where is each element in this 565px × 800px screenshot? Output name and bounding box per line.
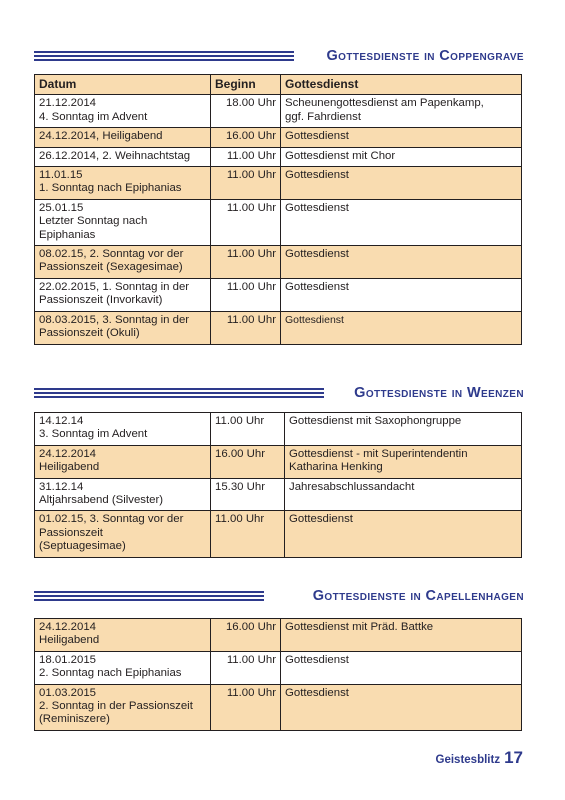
date-text: 25.01.15 — [39, 201, 84, 214]
occasion-text: Passionszeit (Sexagesimae) — [39, 261, 183, 274]
table-row — [35, 478, 522, 511]
table-row — [35, 445, 522, 478]
table-row — [35, 167, 522, 200]
date-text: 24.12.2014 — [39, 621, 97, 633]
date-text: 24.12.2014, Heiligabend — [39, 130, 163, 143]
service-text: Gottesdienst — [285, 169, 349, 182]
table-row — [35, 278, 522, 311]
occasion-text: Letzter Sonntag nach — [39, 215, 148, 228]
table-row — [35, 199, 522, 245]
occasion-text: Heiligabend — [39, 461, 100, 474]
service-text: Gottesdienst — [285, 313, 344, 326]
service-text: Gottesdienst — [285, 653, 349, 666]
date-text: 21.12.2014 — [39, 97, 97, 110]
table-row — [35, 95, 522, 128]
date-text: 14.12.14 — [39, 415, 84, 427]
date-text: 11.01.15 — [39, 169, 83, 182]
header-datum: Datum — [35, 75, 211, 95]
magazine-name: Geistesblitz — [435, 754, 501, 766]
occasion-text: Heiligabend — [39, 634, 100, 647]
table-row — [35, 619, 522, 652]
occasion-text: 1. Sonntag nach Epiphanias — [39, 182, 182, 195]
service-text: Gottesdienst — [285, 201, 349, 214]
section-heading-weenzen — [34, 382, 524, 404]
service-text: Jahresabschlussandacht — [289, 480, 415, 493]
service-text: Gottesdienst - mit Superintendentin — [289, 447, 468, 460]
header-gottesdienst: Gottesdienst — [281, 75, 522, 95]
time-cell: 16.00 Uhr — [211, 445, 285, 478]
time-cell: 11.00 Uhr — [211, 246, 281, 279]
schedule-table-capellenhagen — [34, 618, 522, 731]
page-number: 17 — [504, 748, 523, 767]
date-text: 18.01.2015 — [39, 653, 97, 666]
schedule-table-weenzen — [34, 412, 522, 558]
heading-rule — [34, 591, 264, 601]
occasion-text: 4. Sonntag im Advent — [39, 110, 148, 123]
occasion-text: Passionszeit (Invorkavit) — [39, 294, 163, 307]
header-beginn: Beginn — [211, 75, 281, 95]
occasion-text: Passionszeit — [39, 526, 103, 539]
page-footer — [436, 748, 523, 768]
table-header-row — [35, 75, 522, 95]
table-row — [35, 311, 522, 344]
service-text: Gottesdienst — [285, 248, 349, 261]
occasion-text: 3. Sonntag im Advent — [39, 428, 148, 441]
service-text: Gottesdienst — [285, 686, 349, 699]
date-text: 08.02.15, 2. Sonntag vor der — [39, 248, 184, 261]
section-title: Gottesdienste in Coppengrave — [322, 45, 524, 67]
date-text: 31.12.14 — [39, 480, 84, 493]
service-text: Gottesdienst — [289, 513, 353, 526]
table-row — [35, 246, 522, 279]
table-row — [35, 128, 522, 147]
time-cell: 11.00 Uhr — [211, 167, 281, 200]
time-cell: 11.00 Uhr — [211, 278, 281, 311]
occasion-text: (Septuagesimae) — [39, 540, 126, 553]
time-cell: 18.00 Uhr — [211, 95, 281, 128]
occasion-text: (Reminiszere) — [39, 713, 110, 726]
schedule-table-coppengrave — [34, 74, 522, 345]
time-cell: 11.00 Uhr — [211, 651, 281, 684]
service-text: Gottesdienst mit Saxophongruppe — [289, 415, 462, 427]
time-cell: 11.00 Uhr — [211, 199, 281, 245]
service-text: ggf. Fahrdienst — [285, 110, 361, 123]
time-cell: 11.00 Uhr — [211, 147, 281, 166]
time-cell: 15.30 Uhr — [211, 478, 285, 511]
time-cell: 16.00 Uhr — [211, 128, 281, 147]
service-text: Gottesdienst — [285, 130, 349, 143]
time-cell: 11.00 Uhr — [211, 511, 285, 557]
time-cell: 11.00 Uhr — [211, 413, 285, 446]
time-cell: 11.00 Uhr — [211, 311, 281, 344]
section-heading-capellenhagen — [34, 585, 524, 607]
date-text: 08.03.2015, 3. Sonntag in der — [39, 313, 190, 326]
section-heading-coppengrave — [34, 45, 524, 67]
occasion-text: Altjahrsabend (Silvester) — [39, 494, 164, 507]
time-cell: 11.00 Uhr — [211, 684, 281, 730]
occasion-text: 2. Sonntag nach Epiphanias — [39, 667, 182, 680]
date-text: 01.02.15, 3. Sonntag vor der — [39, 513, 184, 526]
table-row — [35, 413, 522, 446]
occasion-text: 2. Sonntag in der Passionszeit — [39, 700, 193, 713]
service-text: Gottesdienst mit Präd. Battke — [285, 621, 434, 633]
service-text: Scheunengottesdienst am Papenkamp, — [285, 97, 484, 110]
service-text: Gottesdienst mit Chor — [285, 149, 396, 162]
date-text: 01.03.2015 — [39, 686, 97, 699]
time-cell: 16.00 Uhr — [211, 619, 281, 652]
heading-rule — [34, 51, 294, 61]
heading-rule — [34, 388, 324, 398]
table-row — [35, 147, 522, 166]
occasion-text: Epiphanias — [39, 228, 96, 241]
service-text: Katharina Henking — [289, 461, 383, 474]
occasion-text: Passionszeit (Okuli) — [39, 327, 140, 340]
table-row — [35, 511, 522, 557]
service-text: Gottesdienst — [285, 280, 349, 293]
section-title: Gottesdienste in Capellenhagen — [309, 585, 524, 607]
date-text: 24.12.2014 — [39, 447, 97, 460]
table-row — [35, 651, 522, 684]
date-text: 26.12.2014, 2. Weihnachtstag — [39, 149, 191, 162]
section-title: Gottesdienste in Weenzen — [350, 382, 524, 404]
date-text: 22.02.2015, 1. Sonntag in der — [39, 280, 190, 293]
table-row — [35, 684, 522, 730]
